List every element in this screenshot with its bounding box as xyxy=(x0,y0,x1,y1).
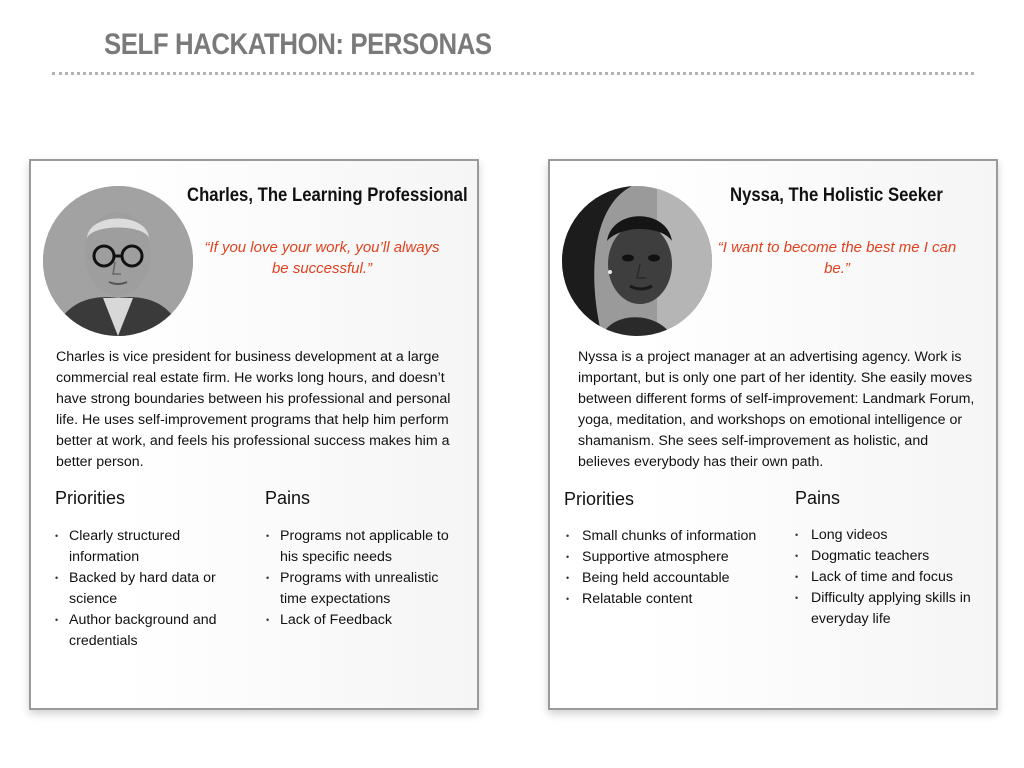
pain-item: • Dogmatic teachers xyxy=(795,546,995,567)
persona-bio: Charles is vice president for business development at a large commercial real estate firm. He works long hours, and doesn’t have strong boundaries between his professional and personal life. He uses self-improvement programs that help him perform better at work, and feels his professional success makes him a better person. xyxy=(56,349,451,470)
title-divider xyxy=(52,72,974,75)
priorities-heading: Priorities xyxy=(564,489,635,509)
priority-item: • Relatable content xyxy=(566,589,776,610)
priority-item: • Small chunks of information xyxy=(566,526,776,547)
persona-photo-nyssa xyxy=(562,186,712,336)
persona-name: Charles, The Learning Professional xyxy=(187,185,468,206)
pains-heading: Pains xyxy=(795,488,841,508)
pain-item: • Lack of time and focus xyxy=(795,567,995,588)
priority-item: • Backed by hard data or science xyxy=(55,568,225,610)
young-woman-portrait-icon xyxy=(562,186,712,336)
persona-quote: “I want to become the best me I can be.” xyxy=(717,239,957,277)
priority-item: • Clearly structured information xyxy=(55,526,225,568)
priorities-heading: Priorities xyxy=(55,488,126,508)
pains-list xyxy=(266,526,466,631)
priorities-list xyxy=(566,526,776,610)
pain-item: • Programs not applicable to his specific needs xyxy=(266,526,466,568)
pain-item: • Lack of Feedback xyxy=(266,610,466,631)
persona-name: Nyssa, The Holistic Seeker xyxy=(730,185,943,206)
pain-item: • Long videos xyxy=(795,525,995,546)
priority-item: • Supportive atmosphere xyxy=(566,547,776,568)
pains-list xyxy=(795,525,995,630)
persona-card-nyssa xyxy=(548,159,998,710)
pains-heading: Pains xyxy=(265,488,311,508)
priorities-list xyxy=(55,526,225,652)
priority-item: • Author background and credentials xyxy=(55,610,225,652)
older-man-portrait-icon xyxy=(43,186,193,336)
pain-item: • Difficulty applying skills in everyday life xyxy=(795,588,995,630)
persona-quote: “If you love your work, you’ll always be successful.” xyxy=(204,239,440,277)
persona-bio: Nyssa is a project manager at an advertising agency. Work is important, but is only one part of her identity. She easily moves between different forms of self-improvement: Landmark Forum, yoga, meditation, and workshops on emotional intelligence or shamanism. She sees self-improvement as holistic, and believes everybody has their own path. xyxy=(578,349,975,470)
persona-card-charles xyxy=(29,159,479,710)
slide-title: SELF HACKATHON: PERSONAS xyxy=(104,28,492,61)
priority-item: • Being held accountable xyxy=(566,568,776,589)
pain-item: • Programs with unrealistic time expectations xyxy=(266,568,466,610)
persona-photo-charles xyxy=(43,186,193,336)
